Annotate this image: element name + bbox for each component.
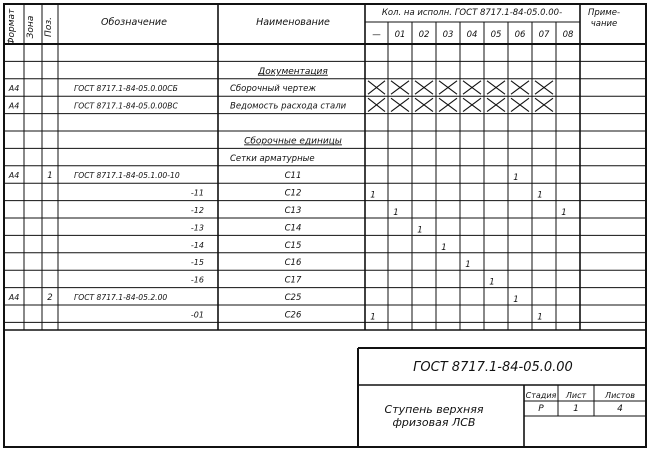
row-designation: ГОСТ 8717.1-84-05.2.00 — [74, 293, 168, 302]
cross-mark — [415, 81, 433, 94]
qty-value: 1 — [537, 190, 543, 201]
row-name: С17 — [284, 275, 302, 286]
row-position: 2 — [47, 293, 53, 303]
row-name: Сетки арматурные — [230, 153, 315, 164]
cross-mark — [368, 98, 385, 111]
stamp-doc-number: ГОСТ 8717.1-84-05.0.00 — [413, 360, 573, 375]
qty-value: 1 — [441, 242, 447, 253]
stamp-sheet: 1 — [573, 404, 579, 414]
row-name: Ведомость расхода стали — [230, 101, 347, 112]
stamp-stage-label: Стадия — [525, 391, 557, 400]
cross-mark — [487, 81, 505, 94]
cross-mark — [463, 81, 481, 94]
cross-mark — [535, 98, 553, 111]
variant-label: 07 — [538, 30, 550, 40]
qty-value: 1 — [393, 208, 399, 218]
cross-mark — [535, 81, 553, 94]
row-name: С25 — [284, 293, 302, 303]
row-name: С26 — [284, 310, 302, 321]
header-name: Наименование — [256, 17, 330, 28]
header-qty-title: Кол. на исполн. ГОСТ 8717.1-84-05.0.00- — [381, 8, 563, 18]
variant-label: 05 — [490, 30, 502, 40]
row-name: Документация — [258, 66, 328, 77]
cross-mark — [391, 98, 409, 111]
variant-label: 04 — [466, 30, 478, 40]
row-name: Сборочные единицы — [244, 136, 342, 147]
header-pos: Поз. — [44, 17, 54, 37]
row-designation: -16 — [190, 275, 204, 285]
qty-value: 1 — [370, 190, 376, 201]
qty-value: 1 — [465, 260, 471, 271]
row-designation: -11 — [190, 188, 204, 198]
row-format: А4 — [8, 101, 20, 111]
row-designation: -12 — [190, 206, 204, 215]
header-designation: Обозначение — [101, 17, 167, 28]
stamp-sheet-label: Лист — [565, 391, 587, 400]
cross-mark — [368, 81, 385, 94]
qty-value: 1 — [417, 225, 423, 236]
qty-value: 1 — [513, 173, 519, 184]
qty-value: 1 — [537, 312, 543, 323]
row-format: А4 — [8, 84, 20, 94]
row-name: С11 — [284, 171, 302, 182]
header-note-2: чание — [590, 19, 618, 29]
variant-label: 08 — [562, 30, 574, 40]
cross-mark — [439, 98, 457, 111]
cross-mark — [463, 98, 481, 111]
stamp-title-line2: фризовая ЛСВ — [392, 416, 476, 429]
row-name: Сборочный чертеж — [230, 84, 316, 95]
variant-label: 01 — [394, 30, 406, 40]
row-name: С16 — [284, 258, 302, 269]
variant-label: 03 — [442, 30, 454, 40]
row-designation: ГОСТ 8717.1-84-05.1.00-10 — [74, 171, 180, 181]
row-name: С13 — [284, 206, 302, 216]
variant-label: 02 — [418, 30, 430, 40]
row-designation: ГОСТ 8717.1-84-05.0.00ВС — [74, 101, 178, 111]
stamp-stage: Р — [538, 404, 544, 414]
header-note-1: Приме- — [587, 8, 621, 18]
cross-mark — [487, 98, 505, 111]
stamp-sheets: 4 — [617, 404, 623, 414]
variant-label: — — [372, 30, 381, 40]
qty-value: 1 — [370, 312, 376, 323]
variant-label: 06 — [514, 30, 526, 40]
stamp-title-line1: Ступень верхняя — [384, 403, 484, 416]
qty-value: 1 — [513, 295, 519, 305]
row-designation: -01 — [190, 310, 204, 320]
row-designation: -14 — [190, 240, 204, 250]
row-designation: ГОСТ 8717.1-84-05.0.00СБ — [74, 84, 178, 94]
row-position: 1 — [47, 171, 53, 182]
row-name: С15 — [284, 240, 302, 251]
qty-value: 1 — [489, 277, 495, 288]
header-zone: Зона — [26, 15, 36, 39]
row-format: А4 — [8, 293, 20, 302]
row-name: С14 — [284, 223, 302, 234]
cross-mark — [391, 81, 409, 94]
row-designation: -15 — [190, 258, 204, 268]
cross-mark — [511, 81, 529, 94]
row-format: А4 — [8, 171, 20, 181]
cross-mark — [415, 98, 433, 111]
header-format: Формат — [7, 8, 17, 46]
stamp-sheets-label: Листов — [605, 391, 635, 400]
qty-value: 1 — [561, 208, 567, 218]
cross-mark — [511, 98, 529, 111]
cross-mark — [439, 81, 457, 94]
row-designation: -13 — [190, 223, 204, 233]
row-name: С12 — [284, 188, 302, 199]
